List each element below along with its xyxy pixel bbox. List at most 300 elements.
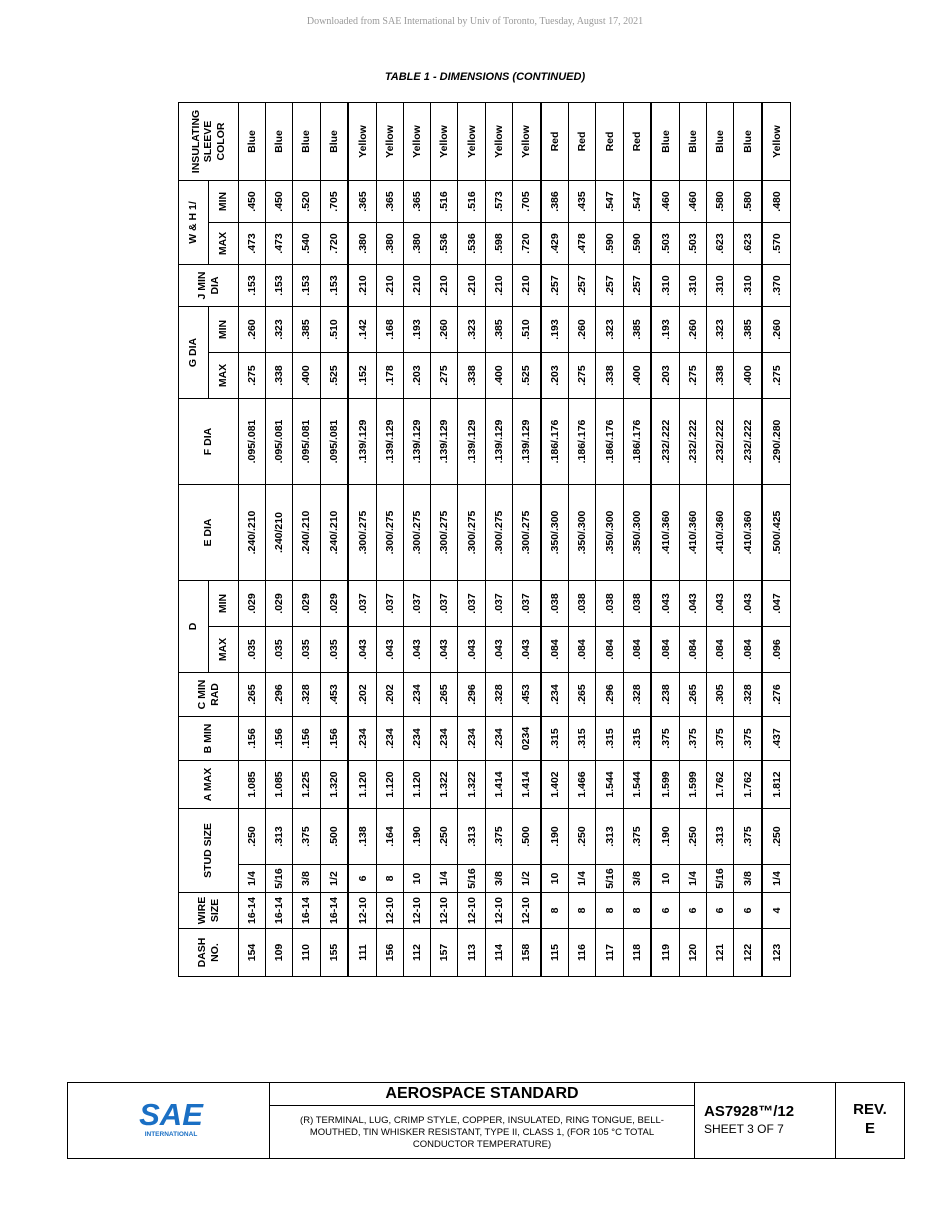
cell-sleeve-color: Red	[623, 102, 651, 180]
cell-g-max: .275	[680, 353, 707, 399]
cell-f-dia: .232/.222	[707, 399, 734, 485]
cell-b-min: .234	[458, 717, 485, 761]
cell-stud-dec: .375	[485, 809, 512, 865]
cell-sleeve-color: Yellow	[404, 102, 431, 180]
cell-g-max: .203	[651, 353, 679, 399]
cell-dash-no: 123	[762, 929, 790, 977]
cell-wh-max: .536	[458, 222, 485, 264]
cell-g-max: .338	[458, 353, 485, 399]
cell-g-min: .260	[762, 306, 790, 352]
cell-j-min-dia: .153	[266, 264, 293, 306]
cell-d-max: .084	[680, 627, 707, 673]
cell-f-dia: .139/.129	[512, 399, 540, 485]
cell-g-max: .400	[485, 353, 512, 399]
cell-j-min-dia: .257	[596, 264, 623, 306]
table-row	[320, 102, 348, 976]
cell-d-max: .035	[266, 627, 293, 673]
header-a-max: A MAX	[179, 761, 239, 809]
cell-stud-dec: .138	[348, 809, 376, 865]
cell-g-min: .323	[266, 306, 293, 352]
cell-stud-dec: .375	[734, 809, 762, 865]
cell-stud-size: 5/16	[458, 865, 485, 893]
cell-d-max: .035	[293, 627, 320, 673]
header-e-dia: E DIA	[179, 485, 239, 581]
cell-d-min: .043	[651, 581, 679, 627]
header-g-dia: G DIA	[179, 306, 209, 398]
cell-j-min-dia: .210	[376, 264, 403, 306]
cell-dash-no: 115	[541, 929, 569, 977]
standard-cell	[270, 1083, 695, 1158]
cell-j-min-dia: .370	[762, 264, 790, 306]
cell-d-min: .038	[541, 581, 569, 627]
cell-wh-min: .365	[404, 180, 431, 222]
cell-wire-size: 12-10	[376, 893, 403, 929]
cell-wh-min: .516	[431, 180, 458, 222]
cell-stud-dec: .164	[376, 809, 403, 865]
cell-stud-size: 10	[651, 865, 679, 893]
cell-wh-max: .590	[623, 222, 651, 264]
cell-b-min: 0234	[512, 717, 540, 761]
cell-d-max: .084	[734, 627, 762, 673]
header-d: D	[179, 581, 209, 673]
cell-stud-size: 1/4	[569, 865, 596, 893]
cell-sleeve-color: Blue	[734, 102, 762, 180]
cell-dash-no: 122	[734, 929, 762, 977]
cell-e-dia: .410/.360	[707, 485, 734, 581]
cell-dash-no: 118	[623, 929, 651, 977]
cell-j-min-dia: .210	[512, 264, 540, 306]
cell-wire-size: 8	[541, 893, 569, 929]
cell-wh-max: .536	[431, 222, 458, 264]
cell-f-dia: .139/.129	[404, 399, 431, 485]
cell-c-min-rad: .305	[707, 673, 734, 717]
cell-sleeve-color: Red	[541, 102, 569, 180]
cell-c-min-rad: .328	[623, 673, 651, 717]
cell-d-max: .043	[404, 627, 431, 673]
table-row	[596, 102, 623, 976]
cell-wh-min: .580	[734, 180, 762, 222]
table-row	[707, 102, 734, 976]
cell-stud-dec: .250	[239, 809, 266, 865]
cell-f-dia: .139/.129	[431, 399, 458, 485]
cell-dash-no: 113	[458, 929, 485, 977]
cell-wh-max: .570	[762, 222, 790, 264]
cell-stud-size: 1/4	[762, 865, 790, 893]
cell-j-min-dia: .310	[680, 264, 707, 306]
cell-stud-dec: .190	[404, 809, 431, 865]
cell-wire-size: 6	[680, 893, 707, 929]
cell-g-min: .385	[293, 306, 320, 352]
cell-stud-size: 8	[376, 865, 403, 893]
title-block	[67, 1082, 905, 1159]
document-number: AS7928™/12	[704, 1103, 795, 1120]
revision-label	[836, 1083, 904, 1138]
cell-a-max: 1.225	[293, 761, 320, 809]
cell-a-max: 1.085	[266, 761, 293, 809]
cell-a-max: 1.544	[623, 761, 651, 809]
cell-f-dia: .186/.176	[596, 399, 623, 485]
cell-dash-no: 154	[239, 929, 266, 977]
cell-b-min: .234	[404, 717, 431, 761]
cell-stud-dec: .250	[762, 809, 790, 865]
cell-a-max: 1.762	[734, 761, 762, 809]
table-row	[485, 102, 512, 976]
cell-wh-max: .590	[596, 222, 623, 264]
cell-sleeve-color: Yellow	[431, 102, 458, 180]
cell-d-max: .084	[541, 627, 569, 673]
cell-g-max: .275	[569, 353, 596, 399]
cell-g-min: .323	[596, 306, 623, 352]
cell-b-min: .315	[569, 717, 596, 761]
cell-wire-size: 12-10	[348, 893, 376, 929]
logo-text: SAE	[139, 1097, 203, 1132]
cell-d-min: .037	[458, 581, 485, 627]
cell-wh-min: .365	[348, 180, 376, 222]
cell-stud-dec: .250	[680, 809, 707, 865]
table-row	[651, 102, 679, 976]
cell-b-min: .234	[431, 717, 458, 761]
cell-wh-min: .547	[623, 180, 651, 222]
cell-d-min: .037	[485, 581, 512, 627]
cell-g-min: .260	[680, 306, 707, 352]
cell-d-max: .043	[458, 627, 485, 673]
header-j-min-dia: J MIN DIA	[179, 264, 239, 306]
cell-f-dia: .095/.081	[239, 399, 266, 485]
cell-g-min: .323	[458, 306, 485, 352]
cell-stud-size: 6	[348, 865, 376, 893]
table-row	[734, 102, 762, 976]
cell-f-dia: .139/.129	[348, 399, 376, 485]
cell-f-dia: .139/.129	[376, 399, 403, 485]
cell-sleeve-color: Blue	[266, 102, 293, 180]
cell-sleeve-color: Blue	[320, 102, 348, 180]
header-w-h: W & H 1/	[179, 180, 209, 264]
cell-a-max: 1.414	[485, 761, 512, 809]
cell-stud-size: 1/4	[680, 865, 707, 893]
cell-f-dia: .232/.222	[680, 399, 707, 485]
dimensions-table-wrapper	[178, 103, 791, 977]
cell-g-max: .338	[707, 353, 734, 399]
cell-f-dia: .232/.222	[651, 399, 679, 485]
cell-sleeve-color: Red	[569, 102, 596, 180]
cell-wh-min: .547	[596, 180, 623, 222]
cell-e-dia: .350/.300	[569, 485, 596, 581]
cell-dash-no: 120	[680, 929, 707, 977]
cell-stud-size: 1/4	[431, 865, 458, 893]
cell-d-max: .084	[651, 627, 679, 673]
cell-b-min: .437	[762, 717, 790, 761]
cell-g-max: .525	[512, 353, 540, 399]
cell-g-max: .400	[293, 353, 320, 399]
cell-stud-dec: .313	[707, 809, 734, 865]
cell-b-min: .375	[707, 717, 734, 761]
logo-cell	[68, 1083, 270, 1158]
cell-g-min: .260	[431, 306, 458, 352]
cell-d-min: .043	[734, 581, 762, 627]
cell-stud-size: 5/16	[707, 865, 734, 893]
cell-g-min: .385	[485, 306, 512, 352]
cell-g-max: .203	[541, 353, 569, 399]
cell-dash-no: 157	[431, 929, 458, 977]
cell-g-min: .510	[512, 306, 540, 352]
cell-e-dia: .300/.275	[376, 485, 403, 581]
cell-sleeve-color: Yellow	[376, 102, 403, 180]
table-row	[680, 102, 707, 976]
header-g-min: MIN	[209, 306, 239, 352]
cell-g-max: .203	[404, 353, 431, 399]
cell-d-min: .043	[707, 581, 734, 627]
cell-wh-max: .598	[485, 222, 512, 264]
cell-dash-no: 158	[512, 929, 540, 977]
header-dash-no: DASH NO.	[179, 929, 239, 977]
cell-e-dia: .350/.300	[623, 485, 651, 581]
cell-d-min: .047	[762, 581, 790, 627]
cell-stud-dec: .313	[458, 809, 485, 865]
header-wh-min: MIN	[209, 180, 239, 222]
cell-j-min-dia: .210	[431, 264, 458, 306]
cell-a-max: 1.402	[541, 761, 569, 809]
cell-wire-size: 16-14	[320, 893, 348, 929]
cell-d-max: .043	[485, 627, 512, 673]
cell-d-max: .084	[569, 627, 596, 673]
cell-j-min-dia: .210	[404, 264, 431, 306]
cell-c-min-rad: .238	[651, 673, 679, 717]
table-row	[431, 102, 458, 976]
dimensions-table	[178, 102, 791, 977]
cell-c-min-rad: .328	[734, 673, 762, 717]
cell-stud-size: 1/4	[239, 865, 266, 893]
cell-d-max: .084	[707, 627, 734, 673]
cell-dash-no: 117	[596, 929, 623, 977]
cell-j-min-dia: .310	[651, 264, 679, 306]
cell-sleeve-color: Blue	[239, 102, 266, 180]
cell-g-max: .275	[239, 353, 266, 399]
header-wh-max: MAX	[209, 222, 239, 264]
cell-e-dia: .240/210	[266, 485, 293, 581]
cell-wire-size: 16-14	[293, 893, 320, 929]
cell-b-min: .315	[541, 717, 569, 761]
rev-value-text: E	[864, 1120, 875, 1137]
cell-wh-max: .720	[320, 222, 348, 264]
cell-e-dia: .410/.360	[680, 485, 707, 581]
cell-c-min-rad: .328	[293, 673, 320, 717]
cell-wh-min: .573	[485, 180, 512, 222]
cell-stud-dec: .375	[623, 809, 651, 865]
cell-g-max: .525	[320, 353, 348, 399]
header-c-min-rad: C MIN RAD	[179, 673, 239, 717]
cell-wh-min: .705	[512, 180, 540, 222]
cell-sleeve-color: Yellow	[762, 102, 790, 180]
cell-stud-dec: .375	[293, 809, 320, 865]
cell-sleeve-color: Red	[596, 102, 623, 180]
cell-e-dia: .350/.300	[596, 485, 623, 581]
cell-stud-size: 10	[541, 865, 569, 893]
sheet-number: SHEET 3 OF 7	[704, 1122, 784, 1136]
cell-b-min: .375	[651, 717, 679, 761]
cell-d-min: .043	[680, 581, 707, 627]
table-row	[569, 102, 596, 976]
cell-d-max: .035	[320, 627, 348, 673]
cell-c-min-rad: .265	[680, 673, 707, 717]
document-cell	[695, 1083, 836, 1158]
cell-g-min: .260	[569, 306, 596, 352]
cell-stud-size: 3/8	[485, 865, 512, 893]
cell-wh-min: .516	[458, 180, 485, 222]
cell-wh-max: .720	[512, 222, 540, 264]
cell-wh-min: .386	[541, 180, 569, 222]
table-row	[266, 102, 293, 976]
cell-wire-size: 8	[596, 893, 623, 929]
cell-sleeve-color: Blue	[293, 102, 320, 180]
table-row	[541, 102, 569, 976]
cell-d-min: .038	[569, 581, 596, 627]
cell-g-max: .400	[734, 353, 762, 399]
cell-a-max: 1.085	[239, 761, 266, 809]
standard-description: (R) TERMINAL, LUG, CRIMP STYLE, COPPER, INSULATED, RING TONGUE, BELL-MOUTHED, TIN WHISKER RESISTANT, TYPE II, CLASS 1, (FOR 105 °C TOTAL CONDUCTOR TEMPERATURE)	[300, 1115, 664, 1150]
cell-sleeve-color: Yellow	[485, 102, 512, 180]
cell-c-min-rad: .202	[348, 673, 376, 717]
cell-c-min-rad: .328	[485, 673, 512, 717]
cell-j-min-dia: .310	[707, 264, 734, 306]
cell-dash-no: 111	[348, 929, 376, 977]
cell-c-min-rad: .276	[762, 673, 790, 717]
cell-sleeve-color: Blue	[680, 102, 707, 180]
cell-j-min-dia: .257	[541, 264, 569, 306]
cell-b-min: .315	[596, 717, 623, 761]
cell-f-dia: .095/.081	[293, 399, 320, 485]
cell-sleeve-color: Yellow	[348, 102, 376, 180]
cell-d-max: .043	[376, 627, 403, 673]
cell-wire-size: 4	[762, 893, 790, 929]
cell-sleeve-color: Blue	[707, 102, 734, 180]
cell-stud-size: 10	[404, 865, 431, 893]
cell-d-min: .037	[348, 581, 376, 627]
cell-e-dia: .500/.425	[762, 485, 790, 581]
cell-wh-min: .365	[376, 180, 403, 222]
cell-dash-no: 119	[651, 929, 679, 977]
cell-a-max: 1.466	[569, 761, 596, 809]
cell-c-min-rad: .296	[266, 673, 293, 717]
cell-stud-size: 3/8	[293, 865, 320, 893]
cell-a-max: 1.544	[596, 761, 623, 809]
standard-title: AEROSPACE STANDARD	[270, 1083, 694, 1106]
cell-dash-no: 121	[707, 929, 734, 977]
cell-b-min: .375	[680, 717, 707, 761]
cell-wire-size: 6	[707, 893, 734, 929]
cell-g-max: .152	[348, 353, 376, 399]
header-d-min: MIN	[209, 581, 239, 627]
cell-stud-size: 5/16	[596, 865, 623, 893]
cell-stud-size: 1/2	[512, 865, 540, 893]
cell-wh-max: .623	[734, 222, 762, 264]
table-body	[239, 102, 791, 976]
cell-d-max: .043	[348, 627, 376, 673]
cell-e-dia: .410/.360	[651, 485, 679, 581]
cell-g-max: .338	[266, 353, 293, 399]
cell-g-min: .385	[734, 306, 762, 352]
cell-dash-no: 109	[266, 929, 293, 977]
table-row	[623, 102, 651, 976]
cell-wh-min: .580	[707, 180, 734, 222]
cell-dash-no: 155	[320, 929, 348, 977]
cell-a-max: 1.322	[431, 761, 458, 809]
cell-wh-min: .435	[569, 180, 596, 222]
cell-e-dia: .300/.275	[404, 485, 431, 581]
cell-c-min-rad: .453	[320, 673, 348, 717]
cell-e-dia: .350/.300	[541, 485, 569, 581]
header-f-dia: F DIA	[179, 399, 239, 485]
cell-f-dia: .186/.176	[541, 399, 569, 485]
cell-wire-size: 12-10	[404, 893, 431, 929]
cell-e-dia: .300/.275	[431, 485, 458, 581]
cell-d-max: .043	[512, 627, 540, 673]
cell-d-max: .096	[762, 627, 790, 673]
header-d-max: MAX	[209, 627, 239, 673]
cell-sleeve-color: Blue	[651, 102, 679, 180]
cell-wire-size: 8	[623, 893, 651, 929]
cell-c-min-rad: .234	[541, 673, 569, 717]
cell-stud-size: 3/8	[734, 865, 762, 893]
cell-a-max: 1.599	[680, 761, 707, 809]
cell-g-min: .260	[239, 306, 266, 352]
cell-j-min-dia: .210	[458, 264, 485, 306]
cell-j-min-dia: .310	[734, 264, 762, 306]
cell-wire-size: 16-14	[266, 893, 293, 929]
cell-d-max: .084	[596, 627, 623, 673]
cell-g-max: .275	[762, 353, 790, 399]
cell-g-max: .338	[596, 353, 623, 399]
cell-wh-max: .429	[541, 222, 569, 264]
cell-wh-min: .480	[762, 180, 790, 222]
cell-c-min-rad: .453	[512, 673, 540, 717]
cell-g-min: .385	[623, 306, 651, 352]
cell-wh-min: .450	[266, 180, 293, 222]
cell-c-min-rad: .265	[569, 673, 596, 717]
cell-dash-no: 156	[376, 929, 403, 977]
cell-a-max: 1.599	[651, 761, 679, 809]
cell-f-dia: .095/.081	[266, 399, 293, 485]
cell-wh-min: .450	[239, 180, 266, 222]
cell-g-min: .193	[404, 306, 431, 352]
cell-c-min-rad: .296	[458, 673, 485, 717]
cell-stud-dec: .250	[569, 809, 596, 865]
cell-sleeve-color: Yellow	[512, 102, 540, 180]
cell-wh-min: .460	[651, 180, 679, 222]
cell-wh-max: .478	[569, 222, 596, 264]
table-row	[239, 102, 266, 976]
cell-g-min: .193	[541, 306, 569, 352]
cell-wh-max: .380	[376, 222, 403, 264]
header-b-min: B MIN	[179, 717, 239, 761]
cell-f-dia: .186/.176	[569, 399, 596, 485]
cell-a-max: 1.322	[458, 761, 485, 809]
cell-f-dia: .232/.222	[734, 399, 762, 485]
cell-e-dia: .300/.275	[348, 485, 376, 581]
sae-logo	[136, 1095, 206, 1139]
cell-a-max: 1.762	[707, 761, 734, 809]
cell-g-min: .168	[376, 306, 403, 352]
cell-d-max: .084	[623, 627, 651, 673]
cell-e-dia: .240/.210	[239, 485, 266, 581]
rev-label-text: REV.	[853, 1101, 887, 1118]
cell-sleeve-color: Yellow	[458, 102, 485, 180]
cell-wire-size: 6	[651, 893, 679, 929]
cell-d-max: .043	[431, 627, 458, 673]
cell-j-min-dia: .153	[293, 264, 320, 306]
revision-cell	[836, 1083, 904, 1158]
cell-d-min: .029	[293, 581, 320, 627]
cell-b-min: .234	[348, 717, 376, 761]
